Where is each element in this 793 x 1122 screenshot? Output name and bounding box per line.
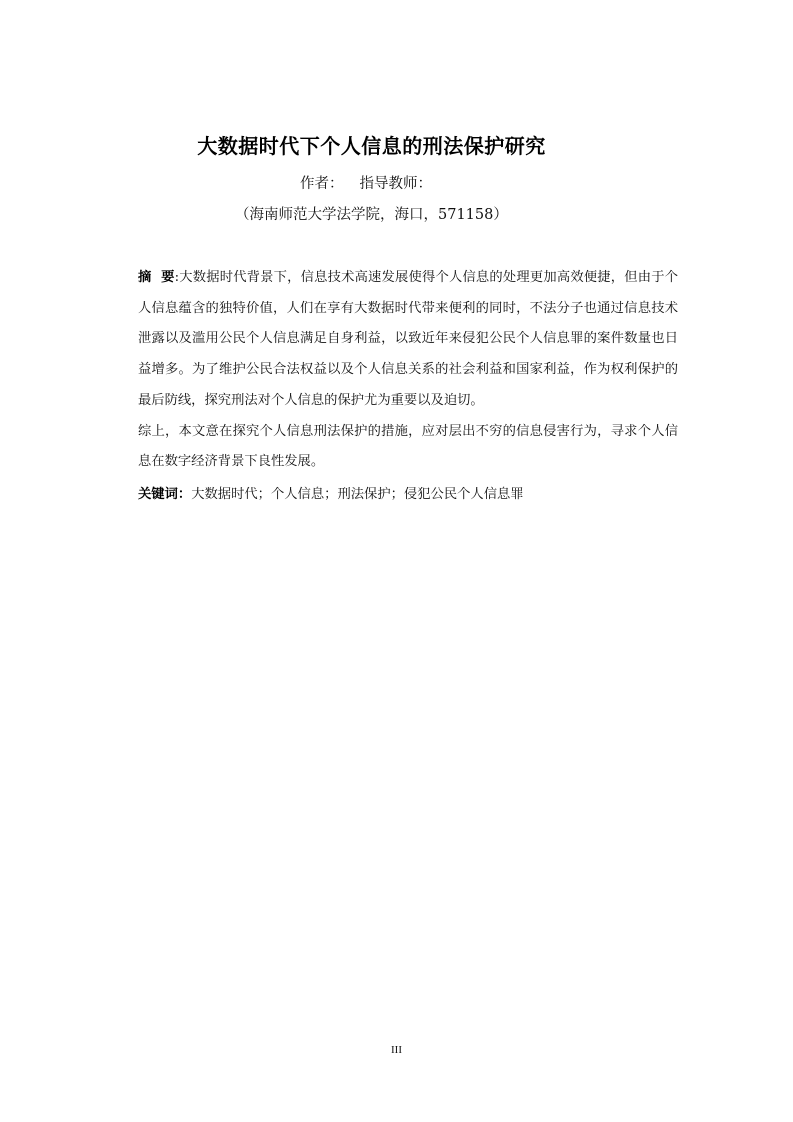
abstract-paragraph-1 [138,263,678,417]
author-label: 作者： [300,176,344,192]
abstract-label: 摘 要 [138,270,175,285]
keywords-line [138,482,524,508]
abstract-section [138,263,678,478]
author-line [300,174,432,194]
abstract-separator: : [174,270,180,285]
affiliation-line: （海南师范大学法学院，海口，571158） [235,207,508,223]
abstract-body-1: 大数据时代背景下，信息技术高速发展使得个人信息的处理更加高效便捷，但由于个人信息蕴含的独特价值，人们在享有大数据时代带来便利的同时，不法分子也通过信息技术泄露以及滥用公民个人信息满足自身利益，以致近年来侵犯公民个人信息罪的案件数量也日益增多。为了维护公民合法权益以及个人信息关系的社会利益和国家利益，作为权利保护的最后防线，探究刑法对个人信息的保护尤为重要以及迫切。 [138,270,679,408]
keywords-label: 关键词： [138,487,192,502]
advisor-label: 指导教师： [359,176,432,192]
abstract-paragraph-2: 综上，本文意在探究个人信息刑法保护的措施，应对层出不穷的信息侵害行为，寻求个人信息在数字经济背景下良性发展。 [138,423,678,470]
keywords-text: 大数据时代；个人信息；刑法保护；侵犯公民个人信息罪 [191,487,524,502]
paper-title: 大数据时代下个人信息的刑法保护研究 [197,134,546,158]
page-number: III [391,1044,402,1056]
